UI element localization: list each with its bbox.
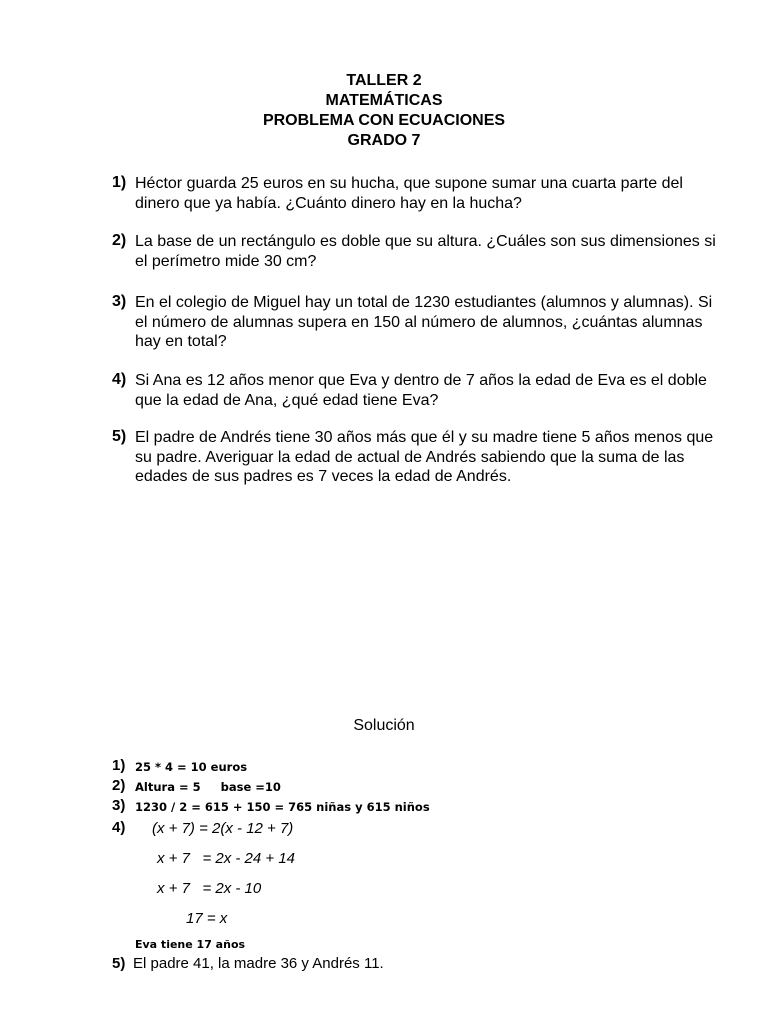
solution-title: Solución xyxy=(353,717,415,734)
solution-2-text: Altura = 5 base =10 xyxy=(135,780,281,794)
topic-title: PROBLEMA CON ECUACIONES xyxy=(262,112,506,129)
problem-5-text: El padre de Andrés tiene 30 años más que él y su madre tiene 5 años menos que su padre. Averiguar la edad de actual de Andrés sabiendo que la suma de las edades de sus padres es 7 veces la edad de Andrés. xyxy=(135,429,714,485)
solution-1-text: 25 * 4 = 10 euros xyxy=(135,760,248,774)
problem-3-text: En el colegio de Miguel hay un total de 1230 estudiantes (alumnos y alumnas). Si el número de alumnas supera en 150 al número de alumnos, ¿cuántas alumnas hay en total? xyxy=(135,294,713,350)
problem-5-number: 5) xyxy=(112,428,127,445)
subject-title: MATEMÁTICAS xyxy=(325,92,443,109)
solution-2-number: 2) xyxy=(112,777,126,794)
problem-2-text: La base de un rectángulo es doble que su altura. ¿Cuáles son sus dimensiones si el perímetro mide 30 cm? xyxy=(135,233,716,270)
solution-5-text: El padre 41, la madre 36 y Andrés 11. xyxy=(133,955,384,972)
grade-title: GRADO 7 xyxy=(347,132,421,149)
problem-1-number: 1) xyxy=(112,174,127,191)
problem-4-number: 4) xyxy=(112,371,127,388)
worksheet-title: TALLER 2 xyxy=(346,72,422,89)
solution-3-text: 1230 / 2 = 615 + 150 = 765 niñas y 615 niños xyxy=(135,800,430,814)
solution-5-number: 5) xyxy=(112,955,126,972)
solution-4-equation: (x + 7) = 2(x - 12 + 7) xyxy=(152,820,294,837)
solution-1-number: 1) xyxy=(112,757,126,774)
solution-4-step-2: x + 7 = 2x - 10 xyxy=(157,880,262,897)
solution-4-result: Eva tiene 17 años xyxy=(135,938,246,951)
problem-1-text: Héctor guarda 25 euros en su hucha, que supone sumar una cuarta parte del dinero que ya había. ¿Cuánto dinero hay en la hucha? xyxy=(135,175,683,212)
problem-4-text: Si Ana es 12 años menor que Eva y dentro de 7 años la edad de Eva es el doble que la edad de Ana, ¿qué edad tiene Eva? xyxy=(135,372,707,409)
solution-4-step-1: x + 7 = 2x - 24 + 14 xyxy=(157,850,296,867)
solution-3-number: 3) xyxy=(112,797,126,814)
problem-3-number: 3) xyxy=(112,293,127,310)
solution-4-number: 4) xyxy=(112,819,126,836)
problem-2-number: 2) xyxy=(112,232,127,249)
solution-4-step-3: 17 = x xyxy=(186,910,228,927)
